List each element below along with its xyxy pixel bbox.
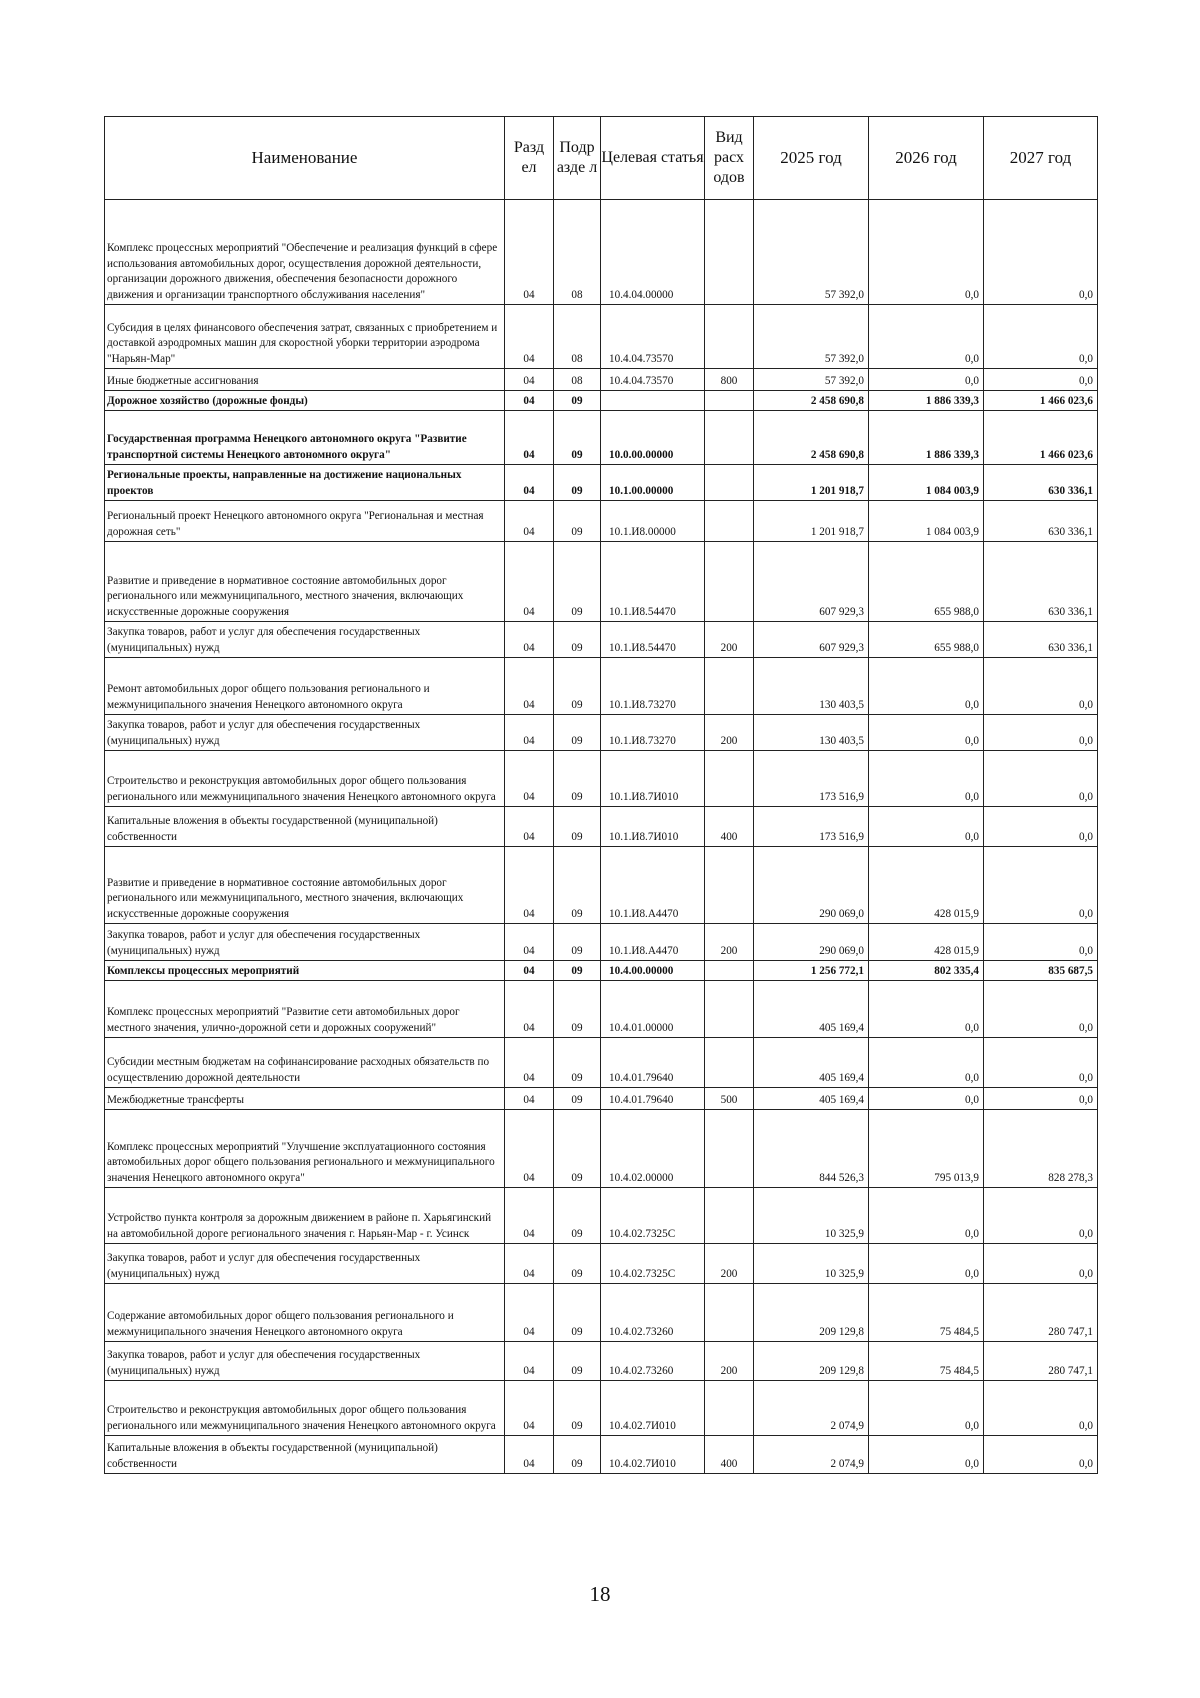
table-row — [105, 807, 1098, 847]
row-value-2027: 0,0 — [984, 1088, 1098, 1110]
row-value-2026: 0,0 — [869, 981, 984, 1038]
row-value-2026: 1 886 339,3 — [869, 391, 984, 411]
row-name: Закупка товаров, работ и услуг для обеспечения государственных (муниципальных) нужд — [105, 622, 505, 658]
row-expense-type — [705, 1381, 754, 1436]
row-razdel: 04 — [505, 1244, 554, 1284]
table-row — [105, 542, 1098, 622]
row-target-article: 10.4.01.00000 — [601, 981, 705, 1038]
row-expense-type: 400 — [705, 1436, 754, 1474]
row-razdel: 04 — [505, 200, 554, 305]
row-value-2026: 0,0 — [869, 751, 984, 807]
row-expense-type — [705, 981, 754, 1038]
row-podrazdel: 09 — [554, 1244, 601, 1284]
row-value-2027: 630 336,1 — [984, 622, 1098, 658]
row-expense-type — [705, 961, 754, 981]
row-value-2025: 57 392,0 — [754, 305, 869, 369]
row-target-article: 10.4.02.7325С — [601, 1244, 705, 1284]
row-podrazdel: 09 — [554, 391, 601, 411]
row-podrazdel: 09 — [554, 715, 601, 751]
table-row — [105, 847, 1098, 924]
row-expense-type: 200 — [705, 1342, 754, 1381]
row-value-2025: 57 392,0 — [754, 369, 869, 391]
row-value-2027: 280 747,1 — [984, 1342, 1098, 1381]
row-value-2027: 630 336,1 — [984, 501, 1098, 542]
table-row — [105, 751, 1098, 807]
row-name: Дорожное хозяйство (дорожные фонды) — [105, 391, 505, 411]
row-value-2025: 130 403,5 — [754, 715, 869, 751]
row-expense-type: 500 — [705, 1088, 754, 1110]
row-value-2026: 0,0 — [869, 1244, 984, 1284]
row-value-2026: 0,0 — [869, 715, 984, 751]
row-value-2025: 209 129,8 — [754, 1342, 869, 1381]
header-podrazdel: Подр азде л — [554, 117, 601, 200]
row-target-article: 10.1.И8.7И010 — [601, 751, 705, 807]
row-podrazdel: 09 — [554, 1188, 601, 1244]
table-row — [105, 1038, 1098, 1088]
row-value-2026: 428 015,9 — [869, 924, 984, 961]
row-value-2027: 0,0 — [984, 1381, 1098, 1436]
row-value-2025: 290 069,0 — [754, 847, 869, 924]
row-value-2026: 1 084 003,9 — [869, 465, 984, 501]
row-podrazdel: 09 — [554, 1284, 601, 1342]
row-value-2027: 630 336,1 — [984, 465, 1098, 501]
row-target-article: 10.1.И8.73270 — [601, 715, 705, 751]
row-value-2026: 1 886 339,3 — [869, 411, 984, 465]
row-razdel: 04 — [505, 751, 554, 807]
row-name: Устройство пункта контроля за дорожным движением в районе п. Харьягинский на автомобильной дороге регионального значения г. Нарьян-Мар - г. Усинск — [105, 1188, 505, 1244]
row-podrazdel: 09 — [554, 1088, 601, 1110]
row-expense-type: 800 — [705, 369, 754, 391]
row-value-2025: 1 201 918,7 — [754, 501, 869, 542]
row-razdel: 04 — [505, 411, 554, 465]
table-row — [105, 1342, 1098, 1381]
row-value-2027: 0,0 — [984, 1244, 1098, 1284]
row-target-article: 10.4.00.00000 — [601, 961, 705, 981]
row-value-2025: 2 458 690,8 — [754, 411, 869, 465]
row-value-2027: 0,0 — [984, 924, 1098, 961]
row-value-2027: 0,0 — [984, 847, 1098, 924]
row-value-2025: 10 325,9 — [754, 1244, 869, 1284]
row-podrazdel: 09 — [554, 1038, 601, 1088]
header-razdel: Разд ел — [505, 117, 554, 200]
row-razdel: 04 — [505, 847, 554, 924]
table-row — [105, 1381, 1098, 1436]
row-name: Субсидия в целях финансового обеспечения затрат, связанных с приобретением и доставкой аэродромных машин для скоростной уборки территории аэродрома "Нарьян-Мар" — [105, 305, 505, 369]
row-name: Комплексы процессных мероприятий — [105, 961, 505, 981]
row-target-article: 10.4.04.00000 — [601, 200, 705, 305]
row-name: Межбюджетные трансферты — [105, 1088, 505, 1110]
row-podrazdel: 09 — [554, 658, 601, 715]
row-razdel: 04 — [505, 1381, 554, 1436]
table-row — [105, 1436, 1098, 1474]
row-target-article: 10.4.01.79640 — [601, 1088, 705, 1110]
table-row — [105, 1284, 1098, 1342]
row-target-article: 10.1.И8.54470 — [601, 622, 705, 658]
row-name: Закупка товаров, работ и услуг для обеспечения государственных (муниципальных) нужд — [105, 1342, 505, 1381]
row-razdel: 04 — [505, 981, 554, 1038]
row-name: Развитие и приведение в нормативное состояние автомобильных дорог регионального или межмуниципального, местного значения, включающих искусственные дорожные сооружения — [105, 542, 505, 622]
row-value-2027: 0,0 — [984, 751, 1098, 807]
row-name: Закупка товаров, работ и услуг для обеспечения государственных (муниципальных) нужд — [105, 924, 505, 961]
row-target-article: 10.4.04.73570 — [601, 369, 705, 391]
row-razdel: 04 — [505, 1188, 554, 1244]
row-razdel: 04 — [505, 1436, 554, 1474]
row-razdel: 04 — [505, 465, 554, 501]
row-value-2025: 1 256 772,1 — [754, 961, 869, 981]
row-razdel: 04 — [505, 1038, 554, 1088]
row-value-2027: 835 687,5 — [984, 961, 1098, 981]
row-expense-type: 200 — [705, 924, 754, 961]
row-target-article: 10.1.И8.А4470 — [601, 847, 705, 924]
row-value-2025: 405 169,4 — [754, 981, 869, 1038]
row-name: Содержание автомобильных дорог общего пользования регионального и межмуниципального значения Ненецкого автономного округа — [105, 1284, 505, 1342]
row-razdel: 04 — [505, 1284, 554, 1342]
row-name: Региональные проекты, направленные на достижение национальных проектов — [105, 465, 505, 501]
row-name: Строительство и реконструкция автомобильных дорог общего пользования регионального или межмуниципального значения Ненецкого автономного округа — [105, 1381, 505, 1436]
header-year-2025: 2025 год — [754, 117, 869, 200]
row-target-article: 10.4.02.00000 — [601, 1110, 705, 1188]
row-podrazdel: 09 — [554, 411, 601, 465]
row-target-article: 10.1.И8.73270 — [601, 658, 705, 715]
row-name: Строительство и реконструкция автомобильных дорог общего пользования регионального или межмуниципального значения Ненецкого автономного округа — [105, 751, 505, 807]
table-row — [105, 1244, 1098, 1284]
row-value-2026: 802 335,4 — [869, 961, 984, 981]
row-razdel: 04 — [505, 501, 554, 542]
row-name: Ремонт автомобильных дорог общего пользования регионального и межмуниципального значения Ненецкого автономного округа — [105, 658, 505, 715]
row-value-2026: 0,0 — [869, 1188, 984, 1244]
row-expense-type: 200 — [705, 715, 754, 751]
row-value-2027: 0,0 — [984, 1436, 1098, 1474]
table-row — [105, 465, 1098, 501]
table-row — [105, 501, 1098, 542]
table-row — [105, 411, 1098, 465]
row-podrazdel: 08 — [554, 200, 601, 305]
row-value-2025: 2 074,9 — [754, 1381, 869, 1436]
row-podrazdel: 08 — [554, 369, 601, 391]
row-name: Закупка товаров, работ и услуг для обеспечения государственных (муниципальных) нужд — [105, 1244, 505, 1284]
row-razdel: 04 — [505, 542, 554, 622]
row-value-2027: 0,0 — [984, 807, 1098, 847]
row-value-2026: 0,0 — [869, 1381, 984, 1436]
table-row — [105, 391, 1098, 411]
row-expense-type — [705, 305, 754, 369]
row-value-2027: 0,0 — [984, 658, 1098, 715]
table-row — [105, 1110, 1098, 1188]
row-podrazdel: 09 — [554, 847, 601, 924]
table-header-row — [105, 117, 1098, 200]
row-value-2025: 290 069,0 — [754, 924, 869, 961]
row-value-2026: 0,0 — [869, 305, 984, 369]
row-podrazdel: 09 — [554, 961, 601, 981]
row-value-2026: 655 988,0 — [869, 622, 984, 658]
table-row — [105, 961, 1098, 981]
table-row — [105, 658, 1098, 715]
header-target-article: Целевая статья — [601, 117, 705, 200]
row-value-2026: 75 484,5 — [869, 1342, 984, 1381]
row-podrazdel: 09 — [554, 807, 601, 847]
row-expense-type — [705, 391, 754, 411]
header-year-2026: 2026 год — [869, 117, 984, 200]
row-target-article: 10.4.04.73570 — [601, 305, 705, 369]
row-value-2026: 795 013,9 — [869, 1110, 984, 1188]
row-name: Капитальные вложения в объекты государственной (муниципальной) собственности — [105, 807, 505, 847]
row-razdel: 04 — [505, 391, 554, 411]
row-expense-type — [705, 542, 754, 622]
row-name: Государственная программа Ненецкого автономного округа "Развитие транспортной системы Ненецкого автономного округа" — [105, 411, 505, 465]
row-razdel: 04 — [505, 1088, 554, 1110]
row-value-2027: 1 466 023,6 — [984, 411, 1098, 465]
row-name: Комплекс процессных мероприятий "Улучшение эксплуатационного состояния автомобильных дорог общего пользования регионального и межмуниципального значения Ненецкого автономного округа" — [105, 1110, 505, 1188]
table-row — [105, 305, 1098, 369]
row-value-2026: 0,0 — [869, 658, 984, 715]
row-target-article: 10.4.02.7И010 — [601, 1436, 705, 1474]
row-value-2027: 0,0 — [984, 981, 1098, 1038]
row-podrazdel: 09 — [554, 751, 601, 807]
row-target-article: 10.0.00.00000 — [601, 411, 705, 465]
row-value-2027: 0,0 — [984, 1188, 1098, 1244]
row-podrazdel: 09 — [554, 1436, 601, 1474]
row-expense-type: 200 — [705, 1244, 754, 1284]
row-expense-type — [705, 501, 754, 542]
page-number: 18 — [589, 1582, 611, 1606]
row-expense-type: 400 — [705, 807, 754, 847]
row-target-article: 10.4.02.73260 — [601, 1284, 705, 1342]
row-razdel: 04 — [505, 961, 554, 981]
row-expense-type — [705, 411, 754, 465]
row-name: Комплекс процессных мероприятий "Развитие сети автомобильных дорог местного значения, улично-дорожной сети и дорожных сооружений" — [105, 981, 505, 1038]
row-expense-type — [705, 1038, 754, 1088]
row-value-2026: 1 084 003,9 — [869, 501, 984, 542]
row-value-2026: 0,0 — [869, 1436, 984, 1474]
row-target-article: 10.1.00.00000 — [601, 465, 705, 501]
row-value-2026: 0,0 — [869, 369, 984, 391]
row-value-2025: 130 403,5 — [754, 658, 869, 715]
row-value-2026: 75 484,5 — [869, 1284, 984, 1342]
row-target-article: 10.1.И8.А4470 — [601, 924, 705, 961]
row-name: Комплекс процессных мероприятий "Обеспечение и реализация функций в сфере использования автомобильных дорог, осуществления дорожной деятельности, организации дорожного движения, обеспечения безопасности дорожного движения и организации транспортного обслуживания населения" — [105, 200, 505, 305]
row-value-2025: 10 325,9 — [754, 1188, 869, 1244]
header-year-2027: 2027 год — [984, 117, 1098, 200]
row-name: Капитальные вложения в объекты государственной (муниципальной) собственности — [105, 1436, 505, 1474]
header-expense-type: Вид расх одов — [705, 117, 754, 200]
row-value-2026: 655 988,0 — [869, 542, 984, 622]
table-row — [105, 622, 1098, 658]
row-value-2025: 173 516,9 — [754, 751, 869, 807]
row-expense-type — [705, 1284, 754, 1342]
row-value-2025: 2 074,9 — [754, 1436, 869, 1474]
row-podrazdel: 09 — [554, 981, 601, 1038]
row-razdel: 04 — [505, 658, 554, 715]
row-podrazdel: 09 — [554, 1381, 601, 1436]
row-value-2025: 57 392,0 — [754, 200, 869, 305]
row-value-2027: 0,0 — [984, 715, 1098, 751]
table-row — [105, 369, 1098, 391]
row-podrazdel: 09 — [554, 622, 601, 658]
row-razdel: 04 — [505, 305, 554, 369]
row-value-2027: 0,0 — [984, 305, 1098, 369]
row-value-2025: 405 169,4 — [754, 1038, 869, 1088]
row-expense-type — [705, 200, 754, 305]
row-razdel: 04 — [505, 622, 554, 658]
row-name: Развитие и приведение в нормативное состояние автомобильных дорог регионального или межмуниципального, местного значения, включающих искусственные дорожные сооружения — [105, 847, 505, 924]
row-target-article: 10.4.02.73260 — [601, 1342, 705, 1381]
row-razdel: 04 — [505, 1342, 554, 1381]
row-name: Региональный проект Ненецкого автономного округа "Региональная и местная дорожная сеть" — [105, 501, 505, 542]
row-target-article: 10.1.И8.54470 — [601, 542, 705, 622]
row-expense-type: 200 — [705, 622, 754, 658]
row-expense-type — [705, 1188, 754, 1244]
row-podrazdel: 08 — [554, 305, 601, 369]
row-target-article — [601, 391, 705, 411]
row-value-2026: 428 015,9 — [869, 847, 984, 924]
table-row — [105, 200, 1098, 305]
row-razdel: 04 — [505, 1110, 554, 1188]
row-razdel: 04 — [505, 715, 554, 751]
row-target-article: 10.4.01.79640 — [601, 1038, 705, 1088]
row-podrazdel: 09 — [554, 542, 601, 622]
table-row — [105, 981, 1098, 1038]
row-value-2027: 0,0 — [984, 200, 1098, 305]
row-name: Закупка товаров, работ и услуг для обеспечения государственных (муниципальных) нужд — [105, 715, 505, 751]
row-value-2025: 2 458 690,8 — [754, 391, 869, 411]
row-value-2027: 0,0 — [984, 369, 1098, 391]
row-value-2025: 1 201 918,7 — [754, 465, 869, 501]
row-razdel: 04 — [505, 369, 554, 391]
row-value-2027: 630 336,1 — [984, 542, 1098, 622]
header-name: Наименование — [105, 117, 505, 200]
row-podrazdel: 09 — [554, 924, 601, 961]
table-row — [105, 1188, 1098, 1244]
row-value-2025: 607 929,3 — [754, 622, 869, 658]
row-expense-type — [705, 751, 754, 807]
row-expense-type — [705, 658, 754, 715]
row-podrazdel: 09 — [554, 501, 601, 542]
row-podrazdel: 09 — [554, 1342, 601, 1381]
row-expense-type — [705, 847, 754, 924]
row-podrazdel: 09 — [554, 465, 601, 501]
table-row — [105, 924, 1098, 961]
row-value-2026: 0,0 — [869, 807, 984, 847]
row-value-2027: 828 278,3 — [984, 1110, 1098, 1188]
row-target-article: 10.4.02.7325С — [601, 1188, 705, 1244]
row-value-2025: 209 129,8 — [754, 1284, 869, 1342]
row-value-2027: 1 466 023,6 — [984, 391, 1098, 411]
row-expense-type — [705, 1110, 754, 1188]
table-row — [105, 715, 1098, 751]
row-value-2026: 0,0 — [869, 1088, 984, 1110]
row-razdel: 04 — [505, 924, 554, 961]
row-target-article: 10.4.02.7И010 — [601, 1381, 705, 1436]
row-target-article: 10.1.И8.00000 — [601, 501, 705, 542]
row-target-article: 10.1.И8.7И010 — [601, 807, 705, 847]
row-value-2026: 0,0 — [869, 200, 984, 305]
row-expense-type — [705, 465, 754, 501]
row-value-2027: 280 747,1 — [984, 1284, 1098, 1342]
row-name: Иные бюджетные ассигнования — [105, 369, 505, 391]
budget-table — [104, 116, 1098, 1474]
row-name: Субсидии местным бюджетам на софинансирование расходных обязательств по осуществлению дорожной деятельности — [105, 1038, 505, 1088]
row-value-2025: 607 929,3 — [754, 542, 869, 622]
row-value-2025: 405 169,4 — [754, 1088, 869, 1110]
row-value-2026: 0,0 — [869, 1038, 984, 1088]
table-row — [105, 1088, 1098, 1110]
row-value-2025: 844 526,3 — [754, 1110, 869, 1188]
row-podrazdel: 09 — [554, 1110, 601, 1188]
row-value-2025: 173 516,9 — [754, 807, 869, 847]
row-razdel: 04 — [505, 807, 554, 847]
row-value-2027: 0,0 — [984, 1038, 1098, 1088]
